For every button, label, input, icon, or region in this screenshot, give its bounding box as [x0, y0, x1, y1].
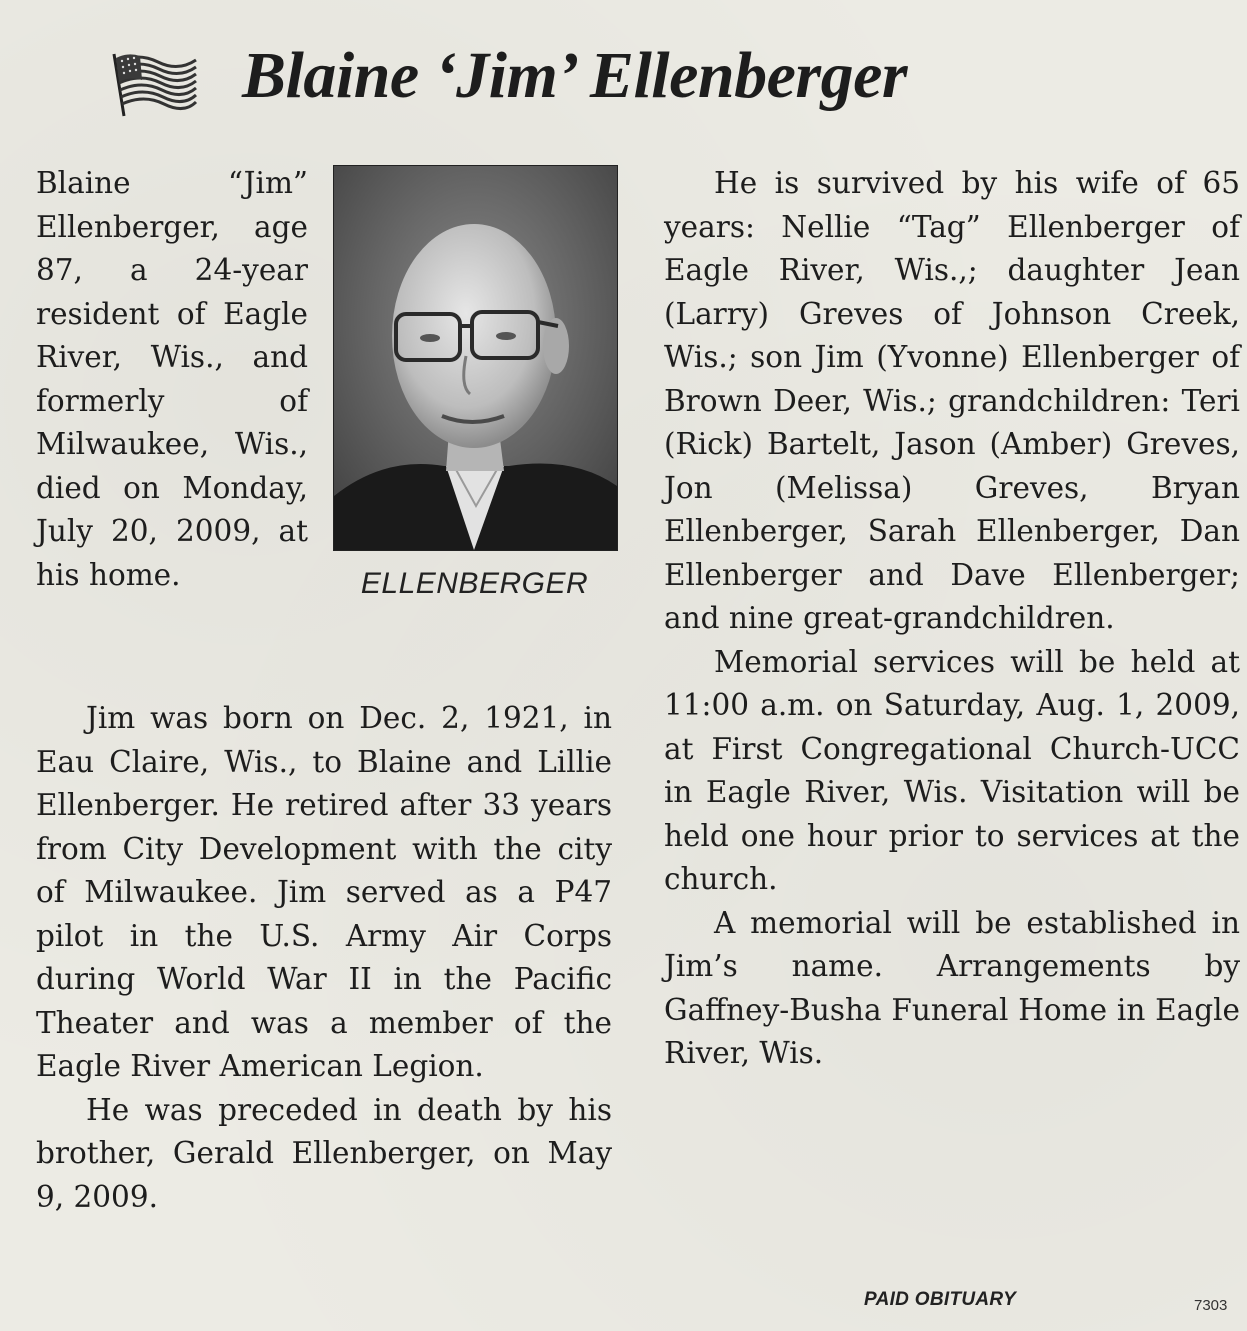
obituary-paragraph-1: Blaine “Jim” Ellenberger, age 87, a 24-year resident of Eagle River, Wis., and formerly of Milwaukee, Wis., died on Monday, July 20, 2009, at his home.	[36, 166, 308, 592]
obituary-paragraph-4: He is survived by his wife of 65 years: Nellie “Tag” Ellenberger of Eagle River, Wis.,; daughter Jean (Larry) Greves of Johnson Creek, Wis.; son Jim (Yvonne) Ellenberger of Brown Deer, Wis.; grandchildren: Teri (Rick) Bartelt, Jason (Amber) Greves, Jon (Melissa) Greves, Bryan Ellenberger, Sarah Ellenberger, Dan Ellenberger and Dave Ellenberger; and nine great-grandchildren.	[664, 166, 1240, 635]
american-flag-icon	[100, 48, 198, 118]
paid-obituary-label: PAID OBITUARY	[864, 1289, 1017, 1310]
ad-number: 7303	[1194, 1297, 1228, 1314]
obituary-paragraph-5: Memorial services will be held at 11:00 a.m. on Saturday, Aug. 1, 2009, at First Congregational Church-UCC in Eagle River, Wis. Visitation will be held one hour prior to services at the church.	[664, 644, 1240, 896]
obituary-paragraph-2: Jim was born on Dec. 2, 1921, in Eau Claire, Wis., to Blaine and Lillie Ellenberger. He retired after 33 years from City Development with the city of Milwaukee. Jim served as a P47 pilot in the U.S. Army Air Corps during World War II in the Pacific Theater and was a member of the Eagle River American Legion.	[36, 701, 612, 1083]
obituary-column-1-bottom	[36, 697, 612, 1219]
obituary-column-2	[664, 162, 1240, 1076]
obituary-column-1-top	[36, 162, 308, 597]
obituary-paragraph-6: A memorial will be established in Jim’s name. Arrangements by Gaffney-Busha Funeral Home in Eagle River, Wis.	[664, 905, 1240, 1070]
obituary-paragraph-3: He was preceded in death by his brother, Gerald Ellenberger, on May 9, 2009.	[36, 1092, 612, 1214]
obituary-title: Blaine ‘Jim’ Ellenberger	[242, 39, 908, 112]
obituary-header	[100, 32, 1100, 122]
photo-caption: ELLENBERGER	[360, 567, 589, 600]
portrait-photo	[333, 165, 618, 551]
